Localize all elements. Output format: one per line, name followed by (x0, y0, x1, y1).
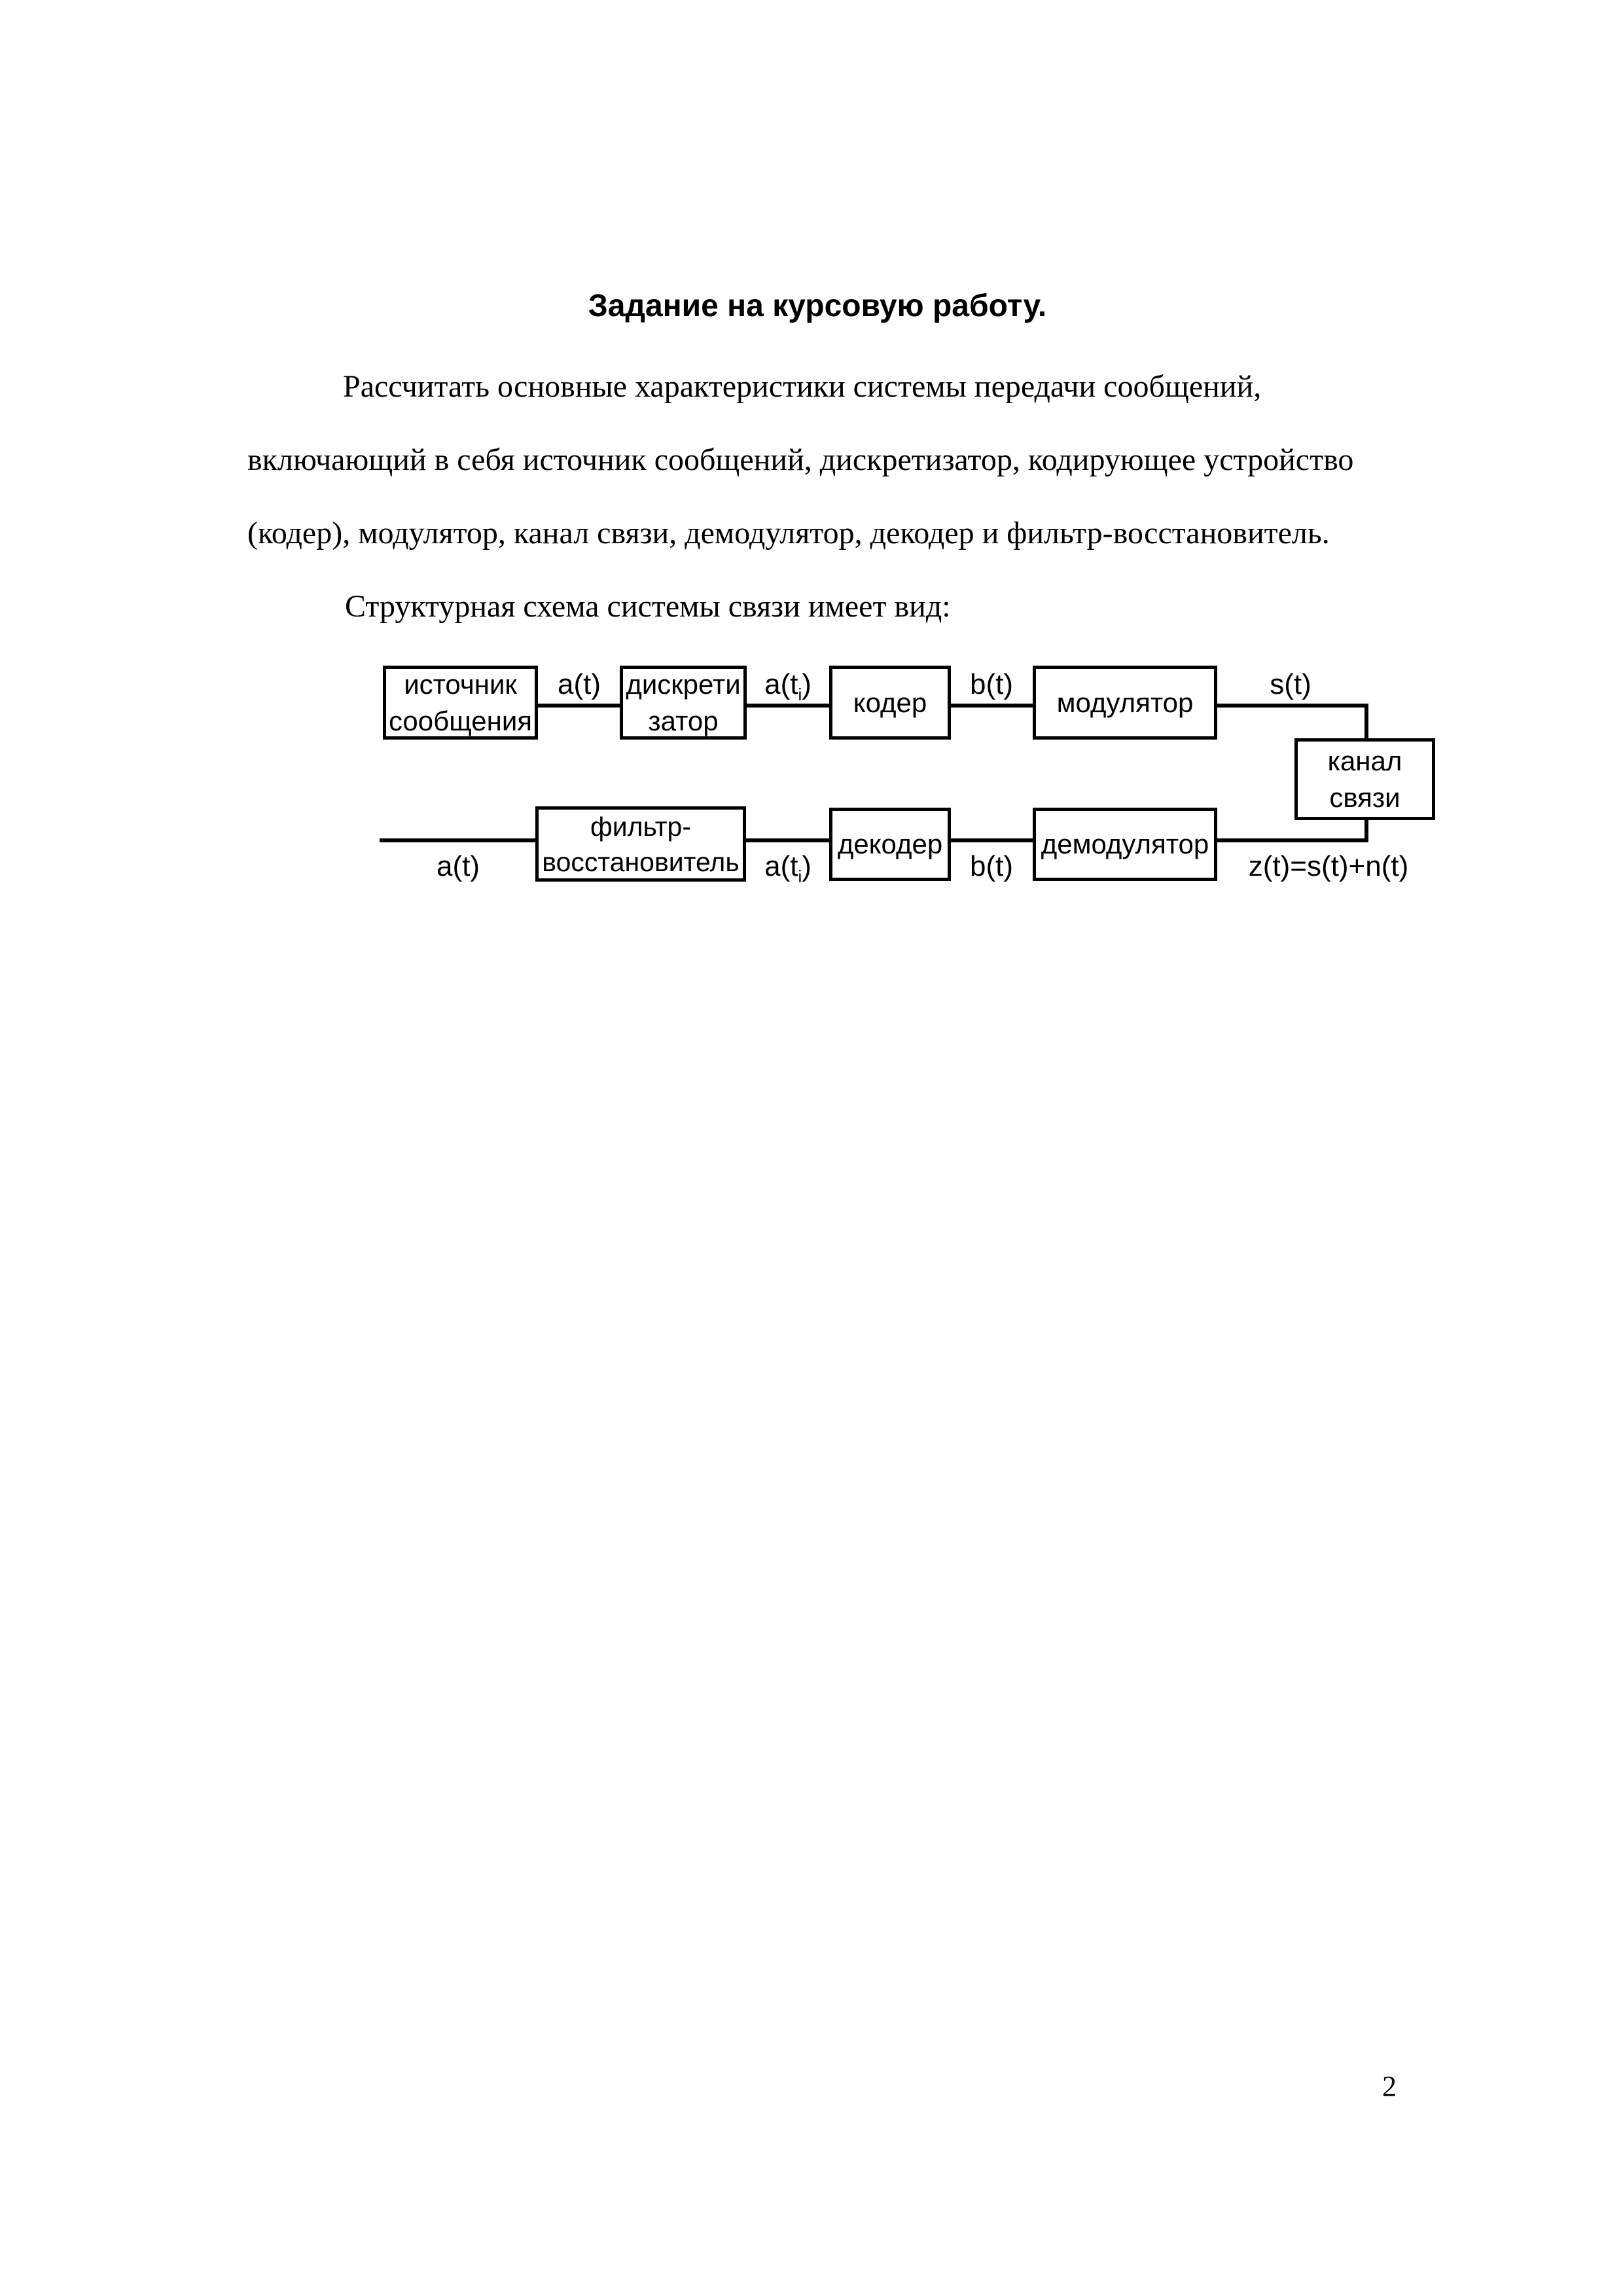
paragraph-line: (кодер), модулятор, канал связи, демодулятор, декодер и фильтр-восстановитель. (247, 516, 1330, 550)
box-message-source (383, 666, 538, 740)
paragraph-line: включающий в себя источник сообщений, дискретизатор, кодирующее устройство (247, 442, 1354, 477)
box-label-line: дискрети (626, 668, 741, 700)
connector-coder-modulator (951, 704, 1033, 708)
signal-label-part: ) (802, 850, 812, 882)
box-label-line: декодер (837, 829, 943, 859)
box-label-line: восстановитель (542, 846, 740, 877)
page-title: Задание на курсовую работу. (588, 289, 1047, 323)
box-label-line: демодулятор (1041, 829, 1209, 859)
box-modulator (1033, 666, 1217, 740)
signal-label-a-t-top: a(t) (558, 668, 601, 700)
connector-modulator-corner (1217, 704, 1368, 708)
box-communication-channel (1294, 738, 1435, 820)
box-label-line: канал (1327, 745, 1402, 776)
connector-discretizer-coder (747, 704, 829, 708)
signal-label-z-t: z(t)=s(t)+n(t) (1248, 850, 1409, 882)
connector-corner-channel (1364, 704, 1368, 738)
box-coder (829, 666, 951, 740)
box-label-line: кодер (853, 687, 927, 718)
box-filter-restorer (535, 806, 746, 882)
signal-label-part: a(t (764, 668, 798, 700)
box-label-line: затор (648, 705, 719, 736)
signal-label-a-ti-top (764, 668, 812, 704)
signal-label-b-t-top: b(t) (970, 668, 1013, 700)
box-label-line: источник (404, 668, 517, 700)
paragraph-line: Рассчитать основные характеристики системы передачи сообщений, (343, 369, 1262, 404)
paragraph-line: Структурная схема системы связи имеет вид: (345, 589, 951, 624)
connector-demodulator-decoder (951, 838, 1033, 842)
signal-label-s-t: s(t) (1270, 668, 1311, 700)
signal-label-a-t-bottom: a(t) (437, 850, 480, 882)
box-decoder (829, 808, 951, 881)
signal-label-subscript: i (798, 684, 802, 704)
box-label-line: фильтр- (590, 811, 691, 842)
signal-label-subscript: i (798, 866, 802, 886)
box-label-line: модулятор (1056, 687, 1194, 718)
signal-label-b-t-bottom: b(t) (970, 850, 1013, 882)
box-discretizer (620, 666, 747, 740)
box-label-line: сообщения (388, 705, 533, 736)
box-demodulator (1033, 808, 1217, 881)
box-label-line: связи (1329, 781, 1400, 813)
signal-label-part: a(t (764, 850, 798, 882)
connector-source-discretizer (538, 704, 620, 708)
signal-label-part: ) (802, 668, 812, 700)
page-number: 2 (1382, 2070, 1397, 2102)
connector-decoder-filter (746, 838, 829, 842)
signal-label-a-ti-bottom (764, 850, 812, 886)
connector-filter-output (380, 838, 535, 842)
connector-corner-demodulator (1217, 838, 1368, 842)
